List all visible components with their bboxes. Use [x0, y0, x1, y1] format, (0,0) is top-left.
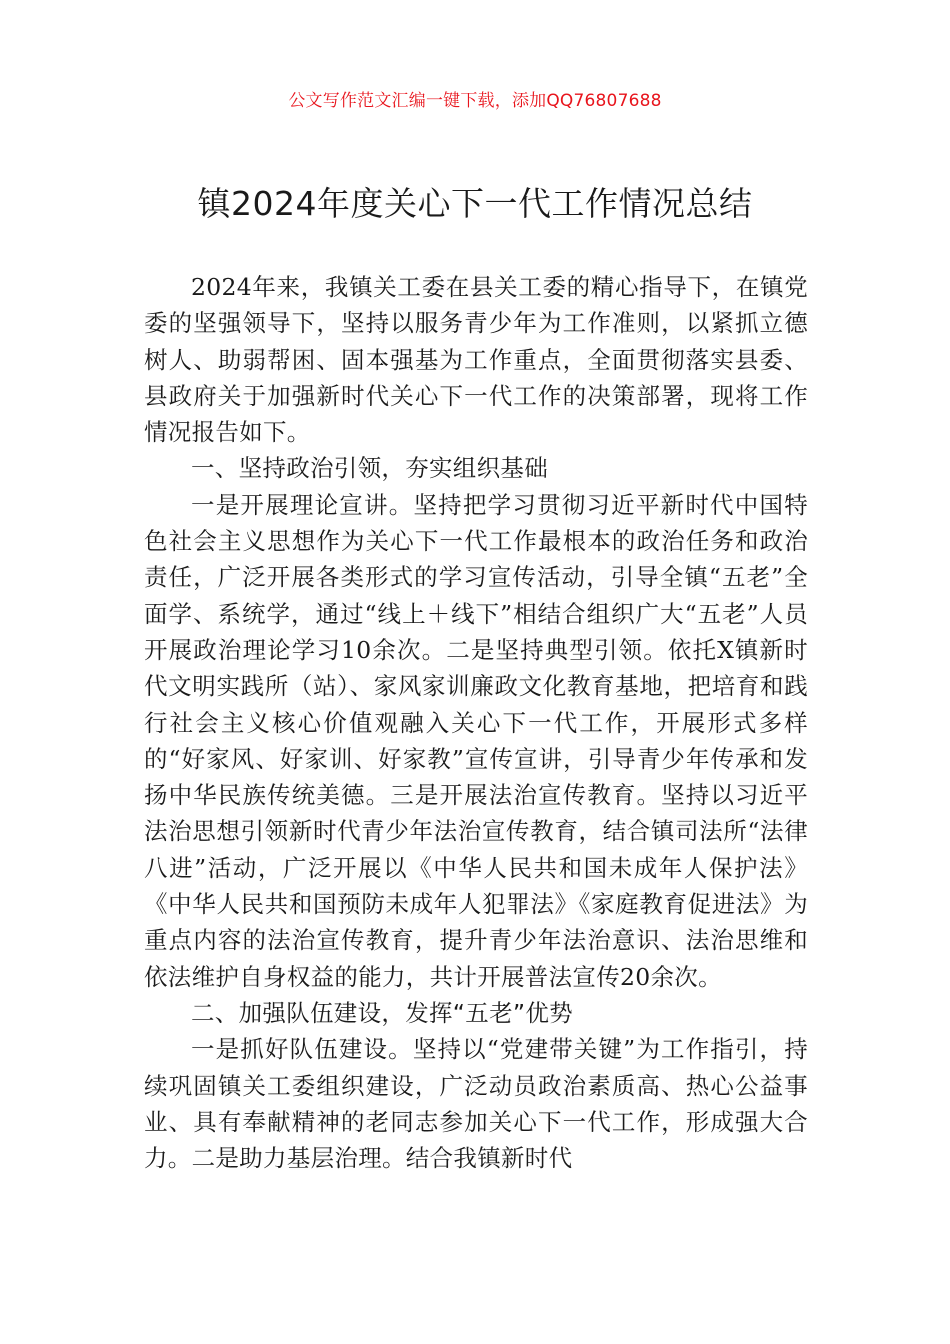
section-1-heading: 一、坚持政治引领，夯实组织基础	[191, 454, 548, 483]
section-1-paragraph: 一是开展理论宣讲。坚持把学习贯彻习近平新时代中国特色社会主义思想作为关心下一代工作最根本的政治任务和政治责任，广泛开展各类形式的学习宣传活动，引导全镇“五老”全面学、系统学，通过“线上＋线下”相结合组织广大“五老”人员开展政治理论学习10余次。二是坚持典型引领。依托X镇新时代文明实践所（站）、家风家训廉政文化教育基地，把培育和践行社会主义核心价值观融入关心下一代工作，开展形式多样的“好家风、好家训、好家教”宣传宣讲，引导青少年传承和发扬中华民族传统美德。三是开展法治宣传教育。坚持以习近平法治思想引领新时代青少年法治宣传教育，结合镇司法所“法律八进”活动，广泛开展以《中华人民共和国未成年人保护法》《中华人民共和国预防未成年人犯罪法》《家庭教育促进法》为重点内容的法治宣传教育，提升青少年法治意识、法治思维和依法维护自身权益的能力，共计开展普法宣传20余次。	[144, 490, 808, 991]
section-2-paragraph: 一是抓好队伍建设。坚持以“党建带关键”为工作指引，持续巩固镇关工委组织建设，广泛动员政治素质高、热心公益事业、具有奉献精神的老同志参加关心下一代工作，形成强大合力。二是助力基层治理。结合我镇新时代	[144, 1035, 808, 1173]
section-2-heading: 二、加强队伍建设，发挥“五老”优势	[191, 998, 573, 1027]
promo-banner: 公文写作范文汇编一键下载，添加QQ76807688	[288, 91, 662, 111]
document-body	[144, 269, 808, 1176]
document-title: 镇2024年度关心下一代工作情况总结	[197, 184, 753, 223]
intro-paragraph: 2024年来，我镇关工委在县关工委的精心指导下，在镇党委的坚强领导下，坚持以服务青少年为工作准则，以紧抓立德树人、助弱帮困、固本强基为工作重点，全面贯彻落实县委、县政府关于加强新时代关心下一代工作的决策部署，现将工作情况报告如下。	[144, 273, 808, 447]
